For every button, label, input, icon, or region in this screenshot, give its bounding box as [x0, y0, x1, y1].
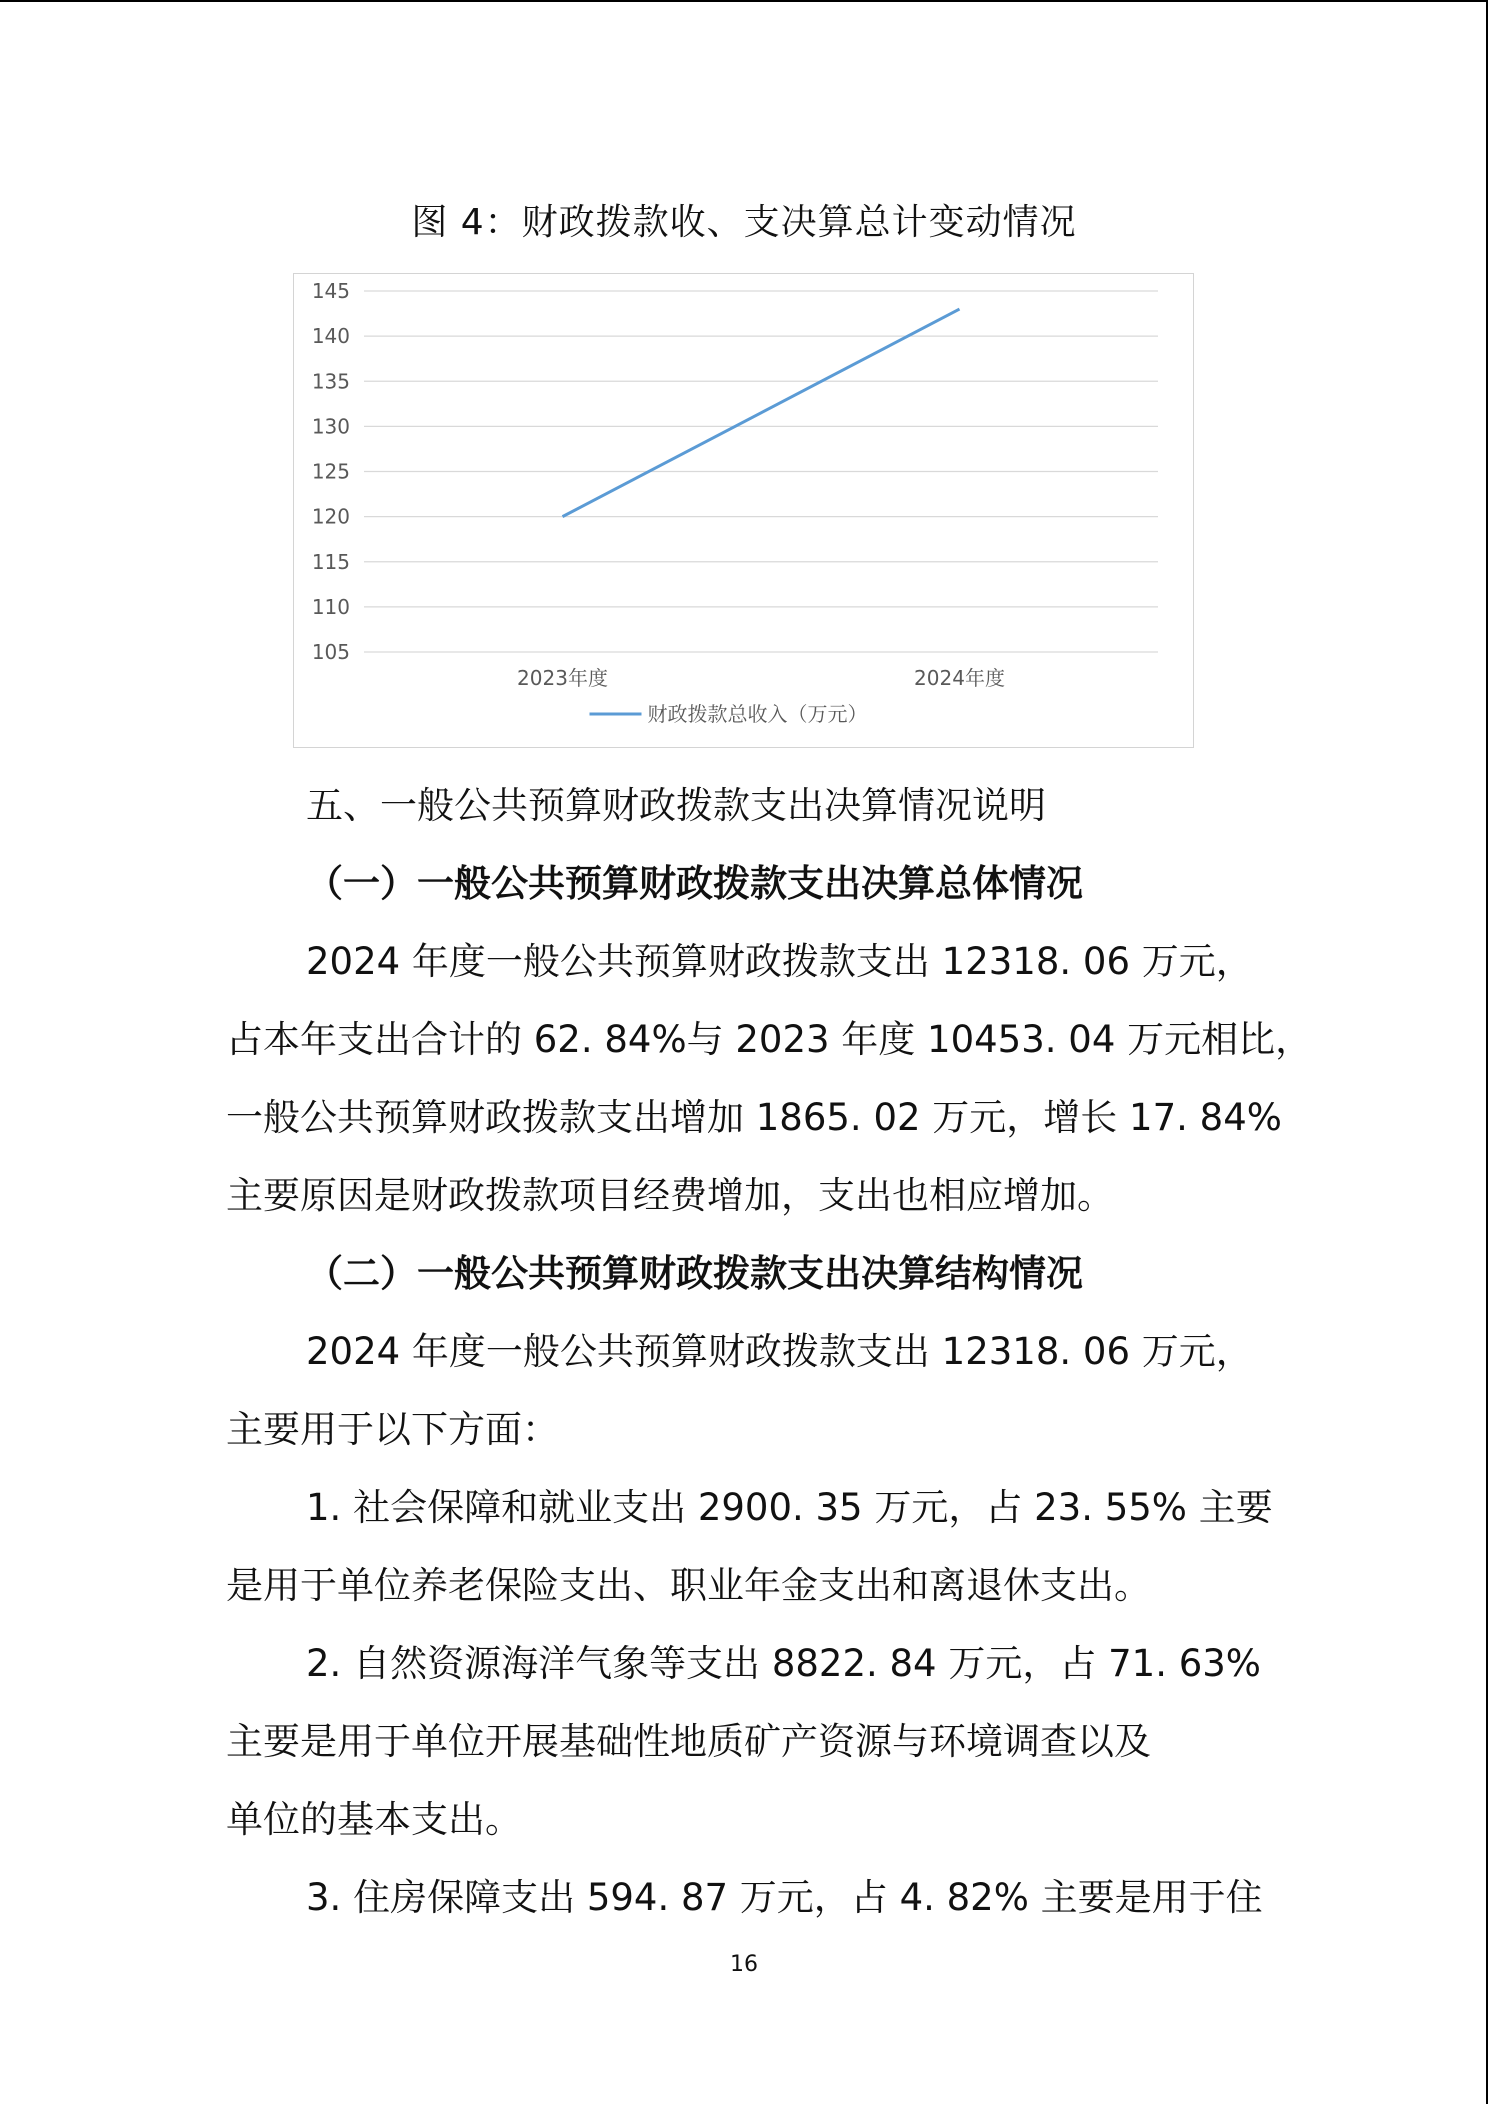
paragraph-line: 占本年支出合计的 62. 84%与 2023 年度 10453. 04 万元相比， — [226, 1018, 1313, 1061]
list-item-line: 3. 住房保障支出 594. 87 万元，占 4. 82% 主要是用于住 — [306, 1876, 1263, 1919]
chart-svg — [294, 274, 1195, 749]
y-tick-label: 140 — [311, 324, 350, 349]
subsection-2-heading: （二）一般公共预算财政拨款支出决算结构情况 — [306, 1252, 1083, 1295]
paragraph-line: 主要原因是财政拨款项目经费增加，支出也相应增加。 — [226, 1174, 1114, 1217]
y-tick-label: 120 — [311, 504, 350, 529]
y-tick-label: 105 — [311, 640, 350, 664]
x-tick-label: 2024年度 — [914, 666, 1005, 690]
top-border — [0, 0, 1488, 2]
y-tick-label: 135 — [311, 369, 350, 394]
x-tick-label: 2023年度 — [517, 666, 608, 690]
paragraph-line: 2024 年度一般公共预算财政拨款支出 12318. 06 万元， — [306, 940, 1253, 983]
y-tick-label: 125 — [311, 459, 350, 484]
section-title: 五、一般公共预算财政拨款支出决算情况说明 — [306, 784, 1046, 827]
list-item-line: 主要是用于单位开展基础性地质矿产资源与环境调查以及 — [226, 1720, 1151, 1763]
paragraph-line: 2024 年度一般公共预算财政拨款支出 12318. 06 万元， — [306, 1330, 1253, 1373]
list-item-line: 2. 自然资源海洋气象等支出 8822. 84 万元，占 71. 63% — [306, 1642, 1261, 1685]
list-item-line: 单位的基本支出。 — [226, 1798, 522, 1841]
y-tick-label: 110 — [311, 594, 350, 619]
y-tick-label: 145 — [311, 279, 350, 303]
figure-caption: 图 4：财政拨款收、支决算总计变动情况 — [411, 202, 1077, 243]
line-chart — [293, 273, 1194, 748]
list-item-line: 是用于单位养老保险支出、职业年金支出和离退休支出。 — [226, 1564, 1151, 1607]
subsection-1-heading: （一）一般公共预算财政拨款支出决算总体情况 — [306, 862, 1083, 905]
series-line — [563, 309, 960, 517]
paragraph-line: 主要用于以下方面： — [226, 1408, 559, 1451]
paragraph-line: 一般公共预算财政拨款支出增加 1865. 02 万元，增长 17. 84% — [226, 1096, 1282, 1139]
list-item-line: 1. 社会保障和就业支出 2900. 35 万元，占 23. 55% 主要 — [306, 1486, 1273, 1529]
section-body — [226, 767, 1313, 1937]
y-tick-label: 130 — [311, 414, 350, 439]
page-number: 16 — [730, 1952, 758, 1977]
y-tick-label: 115 — [311, 549, 350, 574]
legend-label: 财政拨款总收入（万元） — [647, 702, 868, 726]
